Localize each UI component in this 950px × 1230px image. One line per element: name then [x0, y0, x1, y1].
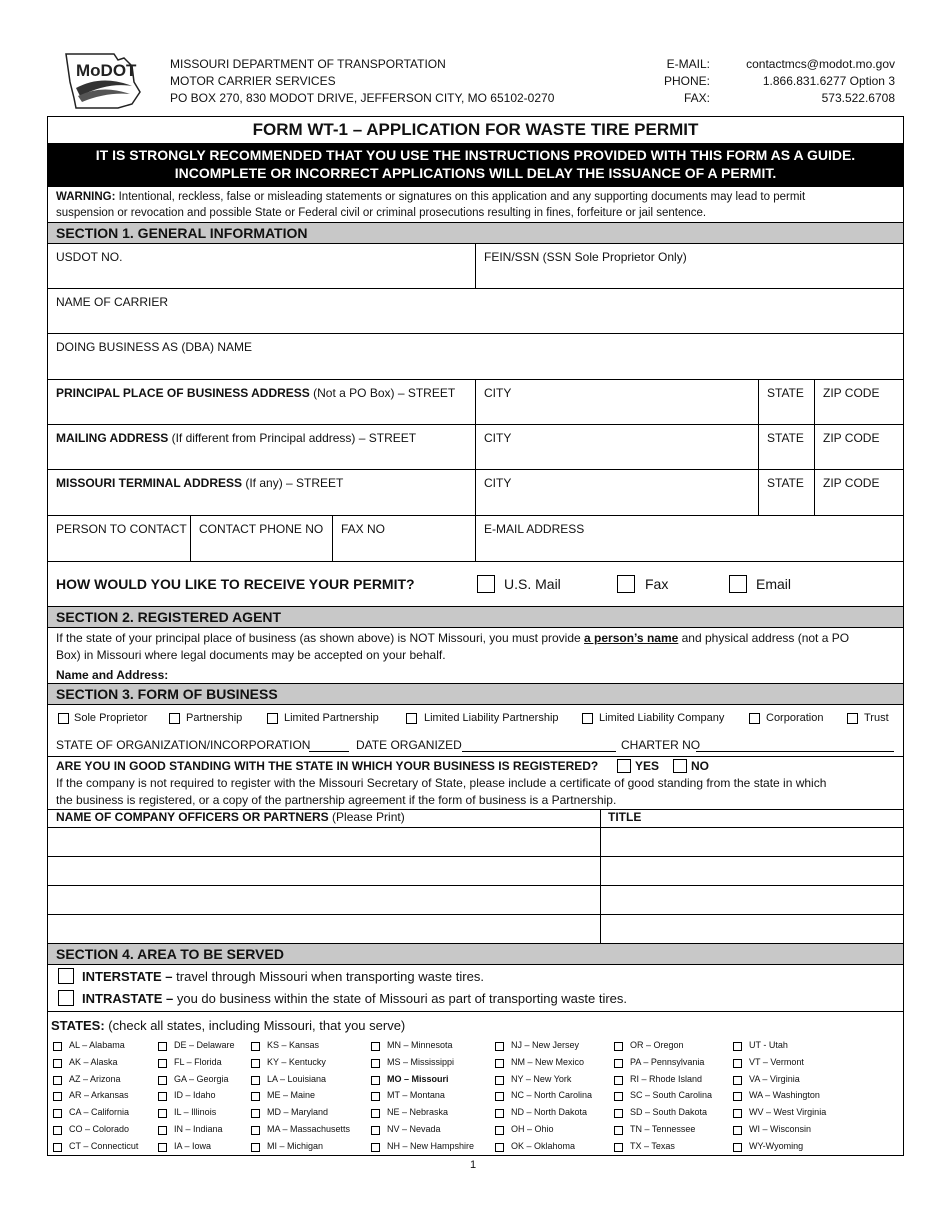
application-form [47, 116, 904, 1156]
business-type-label: Limited Liability Partnership [424, 712, 559, 724]
state-label: NJ – New Jersey [511, 1040, 580, 1050]
trust-checkbox[interactable] [847, 713, 858, 724]
dba-label: DOING BUSINESS AS (DBA) NAME [56, 340, 253, 354]
us-mail-checkbox[interactable] [477, 575, 495, 593]
email-option-label: Email [756, 576, 792, 592]
state-checkbox[interactable] [371, 1042, 380, 1051]
state-label: ND – North Dakota [511, 1107, 588, 1118]
principal-city-field[interactable] [475, 379, 759, 425]
state-label: AZ – Arizona [69, 1073, 121, 1084]
state-label: MO – Missouri [387, 1073, 449, 1084]
fax-checkbox[interactable] [617, 575, 635, 593]
email-address-label: E-MAIL ADDRESS [484, 522, 585, 536]
state-label: GA – Georgia [174, 1073, 229, 1084]
org-address: PO BOX 270, 830 MODOT DRIVE, JEFFERSON CITY, MO 65102-0270 [170, 91, 555, 105]
state-label: NV – Nevada [387, 1124, 441, 1134]
warning-body: Intentional, reckless, false or misleading statements or signatures on this application and any supporting documents may lead to permit [115, 191, 806, 203]
state-checkbox[interactable] [371, 1076, 380, 1085]
state-label: CA – California [69, 1107, 130, 1118]
state-label: MA – Massachusetts [267, 1124, 351, 1134]
city-label: CITY [484, 476, 512, 490]
yes-label: YES [635, 759, 660, 773]
carrier-name-field[interactable] [48, 288, 903, 334]
modot-logo [62, 52, 154, 110]
state-checkbox[interactable] [733, 1143, 742, 1152]
state-label: IA – Iowa [174, 1140, 212, 1151]
limited-partnership-checkbox[interactable] [267, 713, 278, 724]
state-checkbox[interactable] [733, 1076, 742, 1085]
state-label: ME – Maine [267, 1090, 316, 1101]
state-checkbox[interactable] [251, 1143, 260, 1152]
state-label: NE – Nebraska [387, 1107, 449, 1118]
state-label: NM – New Mexico [511, 1056, 585, 1067]
state-checkbox[interactable] [158, 1109, 167, 1118]
state-label: STATE [767, 431, 804, 445]
state-label: SD – South Dakota [630, 1107, 708, 1118]
no-label: NO [691, 759, 709, 773]
usdot-label: USDOT NO. [56, 250, 123, 264]
city-label: CITY [484, 431, 512, 445]
interstate-checkbox[interactable] [58, 968, 74, 984]
page-number: 1 [470, 1159, 477, 1171]
state-checkbox[interactable] [251, 1076, 260, 1085]
state-checkbox[interactable] [614, 1059, 623, 1068]
state-checkbox[interactable] [158, 1076, 167, 1085]
warning-text [56, 189, 901, 221]
org-name: MISSOURI DEPARTMENT OF TRANSPORTATION [170, 57, 446, 71]
state-checkbox[interactable] [251, 1042, 260, 1051]
banner-line-1: IT IS STRONGLY RECOMMENDED THAT YOU USE THE INSTRUCTIONS PROVIDED WITH THIS FORM AS A GUIDE. [95, 147, 856, 163]
state-label: SC – South Carolina [630, 1090, 713, 1101]
state-label: UT - Utah [749, 1040, 788, 1050]
mailing-street-label: MAILING ADDRESS (If different from Principal address) – STREET [56, 431, 417, 445]
state-checkbox[interactable] [53, 1109, 62, 1118]
usdot-field[interactable] [48, 243, 476, 289]
state-checkbox[interactable] [733, 1042, 742, 1051]
states-grid [48, 1039, 903, 1157]
principal-state-field[interactable] [758, 379, 815, 425]
state-checkbox[interactable] [251, 1126, 260, 1135]
receive-permit-question: HOW WOULD YOU LIKE TO RECEIVE YOUR PERMIT? [56, 576, 415, 592]
llc-checkbox[interactable] [582, 713, 593, 724]
state-label: MD – Maryland [267, 1107, 329, 1118]
state-checkbox[interactable] [251, 1092, 260, 1101]
state-label: IL – Illinois [174, 1107, 217, 1118]
fax-label: FAX: [683, 91, 710, 105]
person-contact-field[interactable] [48, 515, 191, 562]
state-checkbox[interactable] [53, 1059, 62, 1068]
state-label: STATE [767, 386, 804, 400]
state-checkbox[interactable] [495, 1092, 504, 1101]
state-checkbox[interactable] [251, 1109, 260, 1118]
section-4-heading: SECTION 4. AREA TO BE SERVED [48, 943, 903, 965]
business-type-row [48, 711, 903, 729]
state-checkbox[interactable] [371, 1092, 380, 1101]
charter-no-input[interactable] [696, 751, 894, 752]
state-checkbox[interactable] [495, 1126, 504, 1135]
carrier-name-label: NAME OF CARRIER [56, 295, 169, 309]
state-org-input[interactable] [309, 751, 349, 752]
city-label: CITY [484, 386, 512, 400]
name-address-label: Name and Address: [56, 668, 169, 682]
state-label: VA – Virginia [749, 1073, 800, 1084]
state-label: MI – Michigan [267, 1140, 324, 1151]
receive-permit-row [48, 561, 903, 607]
state-label: MT – Montana [387, 1090, 445, 1101]
warning-label: WARNING: [56, 191, 116, 203]
good-standing-instructions: If the company is not required to register with the Missouri Secretary of State, please include a certificate of good standing from the state in which the business is registered, or a copy of the partnership agreement if the form of business is a Partnership. [56, 776, 827, 807]
banner-line-2: INCOMPLETE OR INCORRECT APPLICATIONS WILL DELAY THE ISSUANCE OF A PERMIT. [174, 165, 777, 181]
state-checkbox[interactable] [158, 1092, 167, 1101]
email-address-field[interactable] [475, 515, 903, 562]
fax-no-label: FAX NO [341, 522, 386, 536]
principal-street-label: PRINCIPAL PLACE OF BUSINESS ADDRESS (Not a PO Box) – STREET [56, 386, 456, 400]
form-title: FORM WT-1 – APPLICATION FOR WASTE TIRE PERMIT [252, 120, 699, 139]
state-checkbox[interactable] [614, 1143, 623, 1152]
fein-label: FEIN/SSN (SSN Sole Proprietor Only) [484, 250, 687, 264]
contact-phone-label: CONTACT PHONE NO [199, 522, 324, 536]
state-label: DE – Delaware [174, 1040, 235, 1050]
state-checkbox[interactable] [371, 1126, 380, 1135]
states-instructions: STATES: (check all states, including Missouri, that you serve) [51, 1018, 406, 1033]
business-type-label: Limited Liability Company [599, 712, 725, 724]
state-label: NC – North Carolina [511, 1090, 593, 1101]
state-label: MS – Mississippi [387, 1056, 455, 1067]
registered-agent-instructions: If the state of your principal place of business (as shown above) is NOT Missouri, you must provide a person’s name and physical address (not a PO Box) in Missouri where legal documents may be accepted on your behalf. [56, 631, 850, 662]
email-label: E-MAIL: [666, 57, 710, 71]
state-checkbox[interactable] [614, 1042, 623, 1051]
terminal-zip-field[interactable] [814, 469, 903, 515]
state-checkbox[interactable] [158, 1042, 167, 1051]
good-standing-no-checkbox[interactable] [673, 759, 687, 773]
state-label: KS – Kansas [267, 1040, 320, 1050]
instructions-banner [48, 143, 903, 187]
sole-proprietor-checkbox[interactable] [58, 713, 69, 724]
fein-field[interactable] [475, 243, 903, 289]
state-label: KY – Kentucky [267, 1056, 326, 1067]
state-checkbox[interactable] [733, 1092, 742, 1101]
state-label: STATE [767, 476, 804, 490]
mailing-zip-field[interactable] [814, 424, 903, 470]
title-header: TITLE [608, 810, 642, 824]
principal-street-field[interactable] [48, 379, 476, 425]
state-label: MN – Minnesota [387, 1040, 453, 1050]
state-checkbox[interactable] [614, 1092, 623, 1101]
mailing-city-field[interactable] [475, 424, 759, 470]
state-label: TX – Texas [630, 1140, 675, 1151]
section-2-heading: SECTION 2. REGISTERED AGENT [48, 606, 903, 628]
logo-text: MoDOT [76, 61, 137, 80]
partnership-checkbox[interactable] [169, 713, 180, 724]
state-label: OK – Oklahoma [511, 1140, 576, 1151]
state-label: WI – Wisconsin [749, 1124, 812, 1134]
date-organized-label: DATE ORGANIZED [356, 738, 462, 752]
email-value[interactable]: contactmcs@modot.mo.gov [746, 57, 895, 71]
state-checkbox[interactable] [614, 1126, 623, 1135]
state-checkbox[interactable] [733, 1059, 742, 1068]
warning-body-2: suspension or revocation and possible State or Federal civil or criminal prosecutions resulting in fines, forfeiture or jail sentence. [56, 207, 707, 219]
state-label: OH – Ohio [511, 1124, 554, 1134]
divider [48, 756, 903, 757]
state-label: OR – Oregon [630, 1040, 684, 1050]
llp-checkbox[interactable] [406, 713, 417, 724]
zip-label: ZIP CODE [823, 386, 880, 400]
state-label: TN – Tennessee [630, 1124, 696, 1134]
state-org-label: STATE OF ORGANIZATION/INCORPORATION [56, 738, 311, 752]
officer-row[interactable] [48, 885, 903, 915]
fax-no-field[interactable] [332, 515, 476, 562]
state-checkbox[interactable] [614, 1076, 623, 1085]
person-label: PERSON TO CONTACT [56, 522, 187, 536]
us-mail-label: U.S. Mail [504, 576, 561, 592]
terminal-street-field[interactable] [48, 469, 476, 515]
state-checkbox[interactable] [495, 1076, 504, 1085]
state-label: WA – Washington [749, 1090, 820, 1101]
dba-field[interactable] [48, 333, 903, 379]
zip-label: ZIP CODE [823, 431, 880, 445]
good-standing-yes-checkbox[interactable] [617, 759, 631, 773]
section-1-heading: SECTION 1. GENERAL INFORMATION [48, 222, 903, 244]
state-label: CO – Colorado [69, 1124, 130, 1134]
phone-value: 1.866.831.6277 Option 3 [762, 74, 895, 88]
state-label: LA – Louisiana [267, 1073, 327, 1084]
corporation-checkbox[interactable] [749, 713, 760, 724]
state-checkbox[interactable] [371, 1059, 380, 1068]
mailing-street-field[interactable] [48, 424, 476, 470]
state-checkbox[interactable] [733, 1126, 742, 1135]
state-checkbox[interactable] [495, 1042, 504, 1051]
terminal-city-field[interactable] [475, 469, 759, 515]
business-type-label: Limited Partnership [284, 712, 379, 724]
business-type-label: Trust [864, 712, 889, 724]
officer-row[interactable] [48, 827, 903, 857]
divider [48, 1011, 903, 1012]
good-standing-question: ARE YOU IN GOOD STANDING WITH THE STATE IN WHICH YOUR BUSINESS IS REGISTERED? [56, 759, 599, 773]
state-checkbox[interactable] [495, 1109, 504, 1118]
state-checkbox[interactable] [371, 1143, 380, 1152]
date-organized-input[interactable] [462, 751, 616, 752]
state-checkbox[interactable] [53, 1042, 62, 1051]
state-checkbox[interactable] [53, 1126, 62, 1135]
interstate-label: INTERSTATE – travel through Missouri when transporting waste tires. [82, 969, 484, 984]
state-checkbox[interactable] [614, 1109, 623, 1118]
state-checkbox[interactable] [158, 1059, 167, 1068]
state-label: IN – Indiana [174, 1124, 223, 1134]
phone-label: PHONE: [663, 74, 710, 88]
charter-no-label: CHARTER NO [621, 738, 701, 752]
fax-value: 573.522.6708 [821, 91, 895, 105]
state-label: WV – West Virginia [749, 1107, 827, 1118]
officers-header: NAME OF COMPANY OFFICERS OR PARTNERS (Please Print) [56, 810, 405, 824]
intrastate-label: INTRASTATE – you do business within the state of Missouri as part of transporting waste tires. [82, 991, 628, 1006]
intrastate-checkbox[interactable] [58, 990, 74, 1006]
state-checkbox[interactable] [53, 1092, 62, 1101]
fax-option-label: Fax [645, 576, 669, 592]
mailing-state-field[interactable] [758, 424, 815, 470]
officer-row[interactable] [48, 856, 903, 886]
state-label: CT – Connecticut [69, 1140, 139, 1151]
state-label: RI – Rhode Island [630, 1073, 703, 1084]
state-checkbox[interactable] [53, 1076, 62, 1085]
zip-label: ZIP CODE [823, 476, 880, 490]
state-checkbox[interactable] [733, 1109, 742, 1118]
state-label: NY – New York [511, 1073, 572, 1084]
state-label: AR – Arkansas [69, 1090, 129, 1101]
state-checkbox[interactable] [371, 1109, 380, 1118]
state-label: AL – Alabama [69, 1040, 125, 1050]
business-type-label: Sole Proprietor [74, 712, 148, 724]
state-label: AK – Alaska [69, 1056, 118, 1067]
section-3-heading: SECTION 3. FORM OF BUSINESS [48, 683, 903, 705]
contact-phone-field[interactable] [190, 515, 333, 562]
state-label: ID – Idaho [174, 1090, 216, 1101]
terminal-street-label: MISSOURI TERMINAL ADDRESS (If any) – STREET [56, 476, 344, 490]
org-division: MOTOR CARRIER SERVICES [170, 74, 336, 88]
state-checkbox[interactable] [495, 1143, 504, 1152]
officer-row[interactable] [48, 914, 903, 944]
state-checkbox[interactable] [251, 1059, 260, 1068]
terminal-state-field[interactable] [758, 469, 815, 515]
state-checkbox[interactable] [53, 1143, 62, 1152]
business-type-label: Partnership [186, 712, 243, 724]
state-label: VT – Vermont [749, 1056, 804, 1067]
state-checkbox[interactable] [158, 1143, 167, 1152]
email-checkbox[interactable] [729, 575, 747, 593]
state-label: NH – New Hampshire [387, 1140, 475, 1151]
state-label: FL – Florida [174, 1056, 222, 1067]
state-checkbox[interactable] [495, 1059, 504, 1068]
state-label: PA – Pennsylvania [630, 1056, 705, 1067]
state-label: WY-Wyoming [749, 1140, 804, 1151]
principal-zip-field[interactable] [814, 379, 903, 425]
business-type-label: Corporation [766, 712, 824, 724]
state-checkbox[interactable] [158, 1126, 167, 1135]
